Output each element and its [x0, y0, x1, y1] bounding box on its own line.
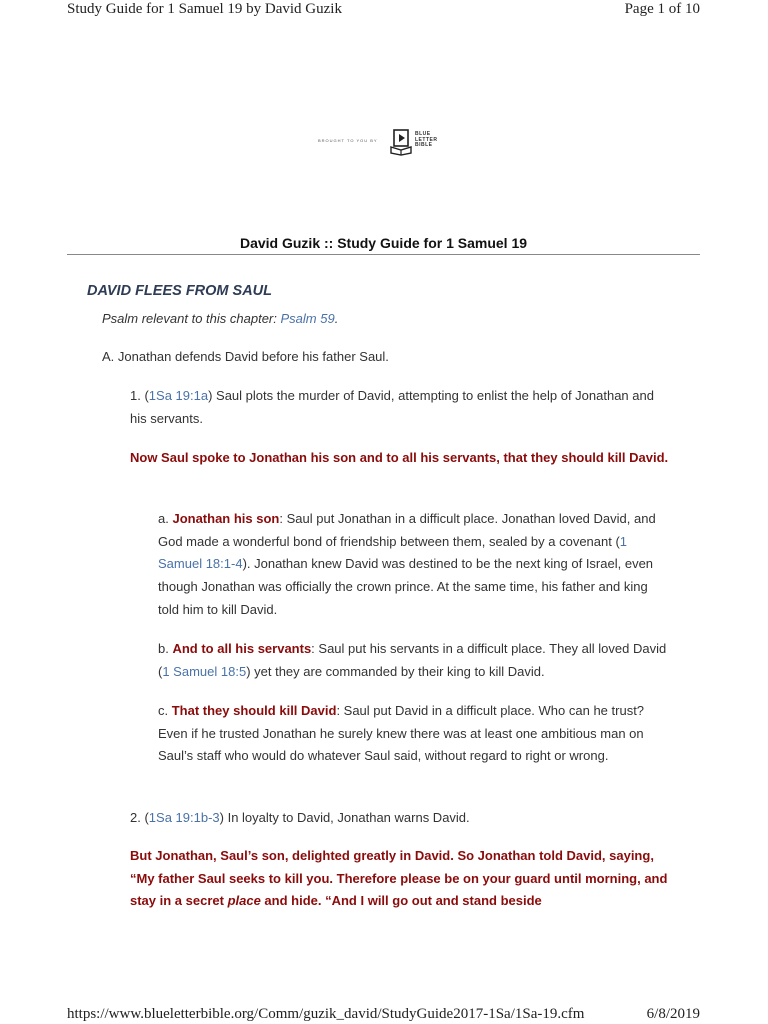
point-a: A. Jonathan defends David before his father Saul.: [102, 349, 389, 364]
psalm-59-link[interactable]: Psalm 59: [280, 311, 335, 326]
point-2: 2. (1Sa 19:1b-3) In loyalty to David, Jonathan warns David.: [130, 810, 470, 825]
print-header-title: Study Guide for 1 Samuel 19 by David Guzik: [67, 1, 342, 17]
ref-link-1-samuel-18-1-4[interactable]: 1 Samuel 18:1-4: [158, 533, 628, 572]
section-title: DAVID FLEES FROM SAUL: [87, 283, 273, 299]
logo-wordmark: BLUE LETTER BIBLE: [415, 131, 438, 148]
print-header-page: Page 1 of 10: [624, 1, 700, 17]
point-1: 1. (1Sa 19:1a) Saul plots the murder of David, attempting to enlist the help of Jonathan and his servants.: [130, 388, 654, 426]
ref-link-1sa-19-1b-3[interactable]: 1Sa 19:1b-3: [148, 810, 220, 825]
bible-play-icon: [390, 128, 412, 156]
point-1c: c. That they should kill David: Saul put David in a difficult place. Who can he trust? Even if he trusted Jonathan he surely knew there was at least one ambitious man on Saul’s staff who would do whatever Saul said, without regard to right or wrong.: [158, 703, 645, 764]
scripture-quote-2: But Jonathan, Saul’s son, delighted greatly in David. So Jonathan told David, saying, “My father Saul seeks to kill you. Therefore please be on your guard until morning, and stay in a secret place and hide. “And I will go out and stand beside: [130, 848, 668, 909]
print-footer-date: 6/8/2019: [646, 1006, 700, 1022]
title-divider: [67, 254, 700, 255]
point-1b: b. And to all his servants: Saul put his servants in a difficult place. They all loved David (1 Samuel 18:5) yet they are commanded by their king to kill David.: [158, 641, 667, 679]
blue-letter-bible-logo[interactable]: [318, 128, 458, 156]
ref-link-1-samuel-18-5[interactable]: 1 Samuel 18:5: [162, 663, 247, 679]
print-footer-url: https://www.blueletterbible.org/Comm/guzik_david/StudyGuide2017-1Sa/1Sa-19.cfm: [67, 1006, 585, 1022]
psalm-note: Psalm relevant to this chapter: Psalm 59.: [102, 311, 339, 326]
brought-to-you-by-label: BROUGHT TO YOU BY: [318, 138, 378, 143]
scripture-quote-1: Now Saul spoke to Jonathan his son and to all his servants, that they should kill David.: [130, 450, 669, 465]
ref-link-1sa-19-1a[interactable]: 1Sa 19:1a: [148, 388, 209, 403]
document-title: David Guzik :: Study Guide for 1 Samuel 19: [239, 235, 528, 251]
point-1a: a. Jonathan his son: Saul put Jonathan in a difficult place. Jonathan loved David, and God made a wonderful bond of friendship between them, sealed by a covenant (1 Samuel 18:1-4). Jonathan knew David was destined to be the next king of Israel, even though Jonathan was officially the crown prince. At the same time, his father and king told him to kill David.: [158, 511, 656, 617]
